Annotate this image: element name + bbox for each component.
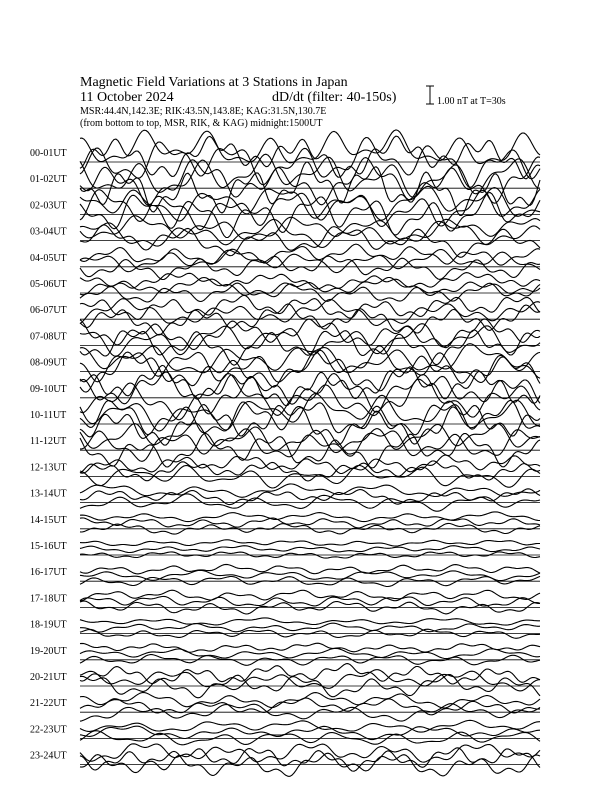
trace-kag	[80, 720, 540, 732]
hour-label: 20-21UT	[30, 672, 67, 683]
trace-msr	[80, 256, 540, 279]
trace-kag	[80, 455, 540, 474]
trace-msr	[80, 751, 540, 776]
trace-rik	[80, 136, 540, 179]
scale-bar	[426, 86, 434, 104]
trace-order-note: (from bottom to top, MSR, RIK, & KAG) midnight:1500UT	[80, 118, 323, 129]
trace-rik	[80, 546, 540, 553]
trace-msr	[80, 731, 540, 745]
hour-label: 13-14UT	[30, 488, 67, 500]
chart-mode: dD/dt (filter: 40-150s)	[272, 90, 397, 105]
trace-kag	[80, 643, 540, 652]
hour-label: 11-12UT	[30, 436, 67, 448]
hour-label: 08-09UT	[30, 357, 67, 369]
trace-msr	[80, 283, 540, 302]
chart-header	[80, 75, 506, 129]
hour-label: 00-01UT	[30, 148, 67, 159]
hour-label: 09-10UT	[30, 383, 67, 395]
trace-kag	[80, 693, 540, 709]
scale-bar-label: 1.00 nT at T=30s	[437, 96, 506, 107]
hour-label: 04-05UT	[30, 252, 67, 264]
trace-kag	[80, 664, 540, 684]
trace-rik	[80, 518, 540, 528]
hour-label: 23-24UT	[30, 750, 67, 762]
hour-label: 05-06UT	[30, 279, 67, 290]
trace-kag	[80, 273, 540, 289]
trace-rik	[80, 596, 540, 606]
hour-label: 06-07UT	[30, 305, 67, 317]
hour-label: 12-13UT	[30, 462, 67, 474]
chart-title: Magnetic Field Variations at 3 Stations in Japan	[80, 75, 348, 90]
trace-kag	[80, 484, 540, 497]
hour-label: 01-02UT	[30, 174, 67, 186]
hour-label: 07-08UT	[30, 331, 67, 343]
hour-label: 14-15UT	[30, 514, 67, 526]
hour-label: 21-22UT	[30, 698, 67, 710]
chart-date: 11 October 2024	[80, 90, 174, 105]
hour-label: 22-23UT	[30, 724, 67, 736]
hour-label: 18-19UT	[30, 619, 67, 631]
hour-label: 03-04UT	[30, 226, 67, 238]
hour-label: 19-20UT	[30, 645, 67, 657]
hour-label: 02-03UT	[30, 200, 67, 212]
station-coordinates: MSR:44.4N,142.3E; RIK:43.5N,143.8E; KAG:31.5N,130.7E	[80, 106, 327, 117]
hour-labels	[30, 148, 67, 762]
traces	[80, 130, 540, 776]
trace-kag	[80, 319, 540, 350]
trace-rik	[80, 648, 540, 658]
hour-label: 17-18UT	[30, 593, 67, 605]
trace-kag	[80, 564, 540, 574]
trace-kag	[80, 540, 540, 546]
trace-kag	[80, 216, 540, 240]
hour-label: 10-11UT	[30, 410, 67, 421]
hour-label: 15-16UT	[30, 541, 67, 552]
hour-label: 16-17UT	[30, 567, 67, 579]
